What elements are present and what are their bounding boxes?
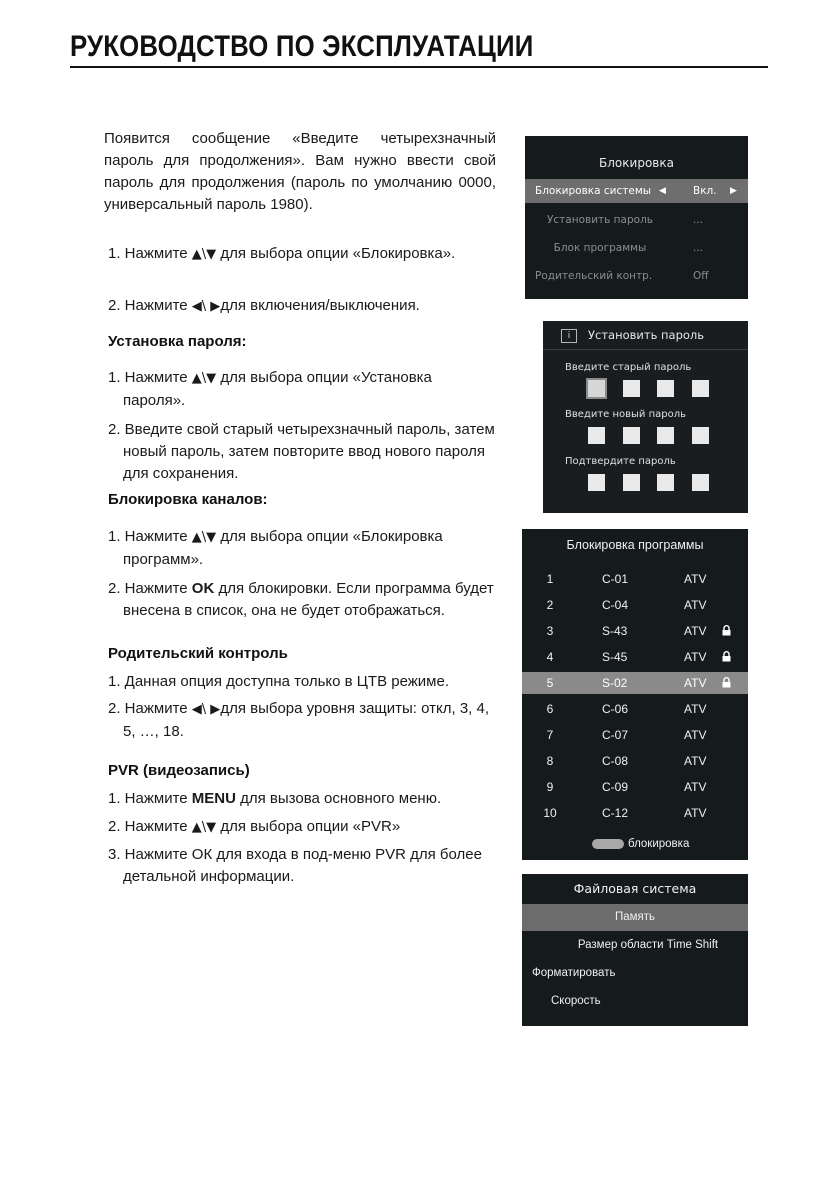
program-channel: C-04 [602,598,629,612]
pvr-step-2: 2. Нажмите ▲\▼ для выбора опции «PVR» [108,818,401,835]
pvr-step-1: 1. Нажмите MENU для вызова основного меню. [108,790,442,807]
password-step-1: 1. Нажмите ▲\▼ для выбора опции «Установка пароля». [108,369,432,409]
lock-menu-row-system[interactable]: Блокировка системы ◀ Вкл. ▶ [525,179,748,203]
program-type: ATV [684,754,707,768]
program-row[interactable] [522,672,748,694]
legend-swatch [592,839,624,849]
new-pin-box[interactable] [657,427,674,444]
file-system-screen [522,874,748,1026]
password-step-2: 2. Введите свой старый четырехзначный пароль, затем новый пароль, затем повторите ввод нового пароля для сохранения. [108,421,495,482]
page-title: РУКОВОДСТВО ПО ЭКСПЛУАТАЦИИ [70,30,534,63]
arrow-right-icon[interactable]: ▶ [730,186,737,196]
program-number: 1 [546,572,554,586]
program-channel: C-06 [602,702,629,716]
parental-heading: Родительский контроль [108,645,288,662]
fs-row-speed[interactable]: Скорость [551,995,601,1007]
old-pin-box[interactable] [588,380,605,397]
confirm-pin-box[interactable] [692,474,709,491]
file-system-title: Файловая система [573,881,697,896]
new-pin-box[interactable] [692,427,709,444]
program-type: ATV [684,780,707,794]
program-number: 10 [543,806,557,820]
fs-row-format[interactable]: Форматировать [532,967,616,979]
program-type: ATV [684,572,707,586]
info-icon: i [561,329,577,343]
program-channel: S-43 [602,624,628,638]
program-number: 4 [546,650,554,664]
new-password-label: Введите новый пароль [565,409,687,420]
pvr-step-3: 3. Нажмите ОК для входа в под-меню PVR для более детальной информации. [108,846,482,885]
program-channel: C-01 [602,572,629,586]
lock-icon [722,651,731,662]
fs-row-memory[interactable]: Память [522,904,748,931]
lock-menu-row-program[interactable]: Блок программы ... [553,242,704,254]
lock-icon [722,677,731,688]
arrow-left-icon[interactable]: ◀ [659,186,666,196]
set-password-screen [543,321,748,513]
program-channel: C-12 [602,806,629,820]
program-row[interactable] [522,568,748,590]
confirm-pin-box[interactable] [657,474,674,491]
old-pin-box[interactable] [692,380,709,397]
lock-step-1: 1. Нажмите ▲\▼ для выбора опции «Блокировка». [108,245,456,262]
channel-lock-step-1: 1. Нажмите ▲\▼ для выбора опции «Блокировка программ». [108,528,443,568]
program-lock-screen [522,529,748,860]
program-channel: C-08 [602,754,629,768]
new-pin-box[interactable] [623,427,640,444]
pvr-heading: PVR (видеозапись) [108,762,250,779]
channel-lock-step-2: 2. Нажмите OK для блокировки. Если программа будет внесена в список, она не будет отображаться. [108,580,494,619]
program-type: ATV [684,702,707,716]
program-row[interactable] [522,620,748,642]
lock-menu-row-parental[interactable]: Родительский контр. Off [535,270,709,282]
confirm-password-label: Подтвердите пароль [565,456,676,467]
program-row[interactable] [522,698,748,720]
intro-paragraph: Появится сообщение «Введите четырехзначный пароль для продолжения». Вам нужно ввести свой пароль для продолжения (пароль по умолчанию 0000, универсальный пароль 1980). [104,130,496,213]
program-channel: C-07 [602,728,629,742]
parental-step-1: 1. Данная опция доступна только в ЦТВ режиме. [108,673,449,690]
program-row[interactable] [522,776,748,798]
program-number: 9 [546,780,554,794]
channel-lock-heading: Блокировка каналов: [108,491,268,508]
program-channel: C-09 [602,780,629,794]
confirm-pin-box[interactable] [623,474,640,491]
old-password-label: Введите старый пароль [565,362,692,373]
header-rule [70,66,768,68]
old-pin-box[interactable] [657,380,674,397]
program-row[interactable] [522,594,748,616]
fs-row-timeshift[interactable]: Размер области Time Shift [577,939,719,951]
program-type: ATV [684,728,707,742]
lock-legend: блокировка [592,838,689,850]
new-pin-box[interactable] [588,427,605,444]
lock-icon [722,625,731,636]
program-number: 7 [546,728,554,742]
program-type: ATV [684,650,707,664]
parental-step-2: 2. Нажмите ◀\ ▶для выбора уровня защиты: откл, 3, 4, 5, …, 18. [108,700,490,740]
program-type: ATV [684,598,707,612]
program-row[interactable] [522,802,748,824]
lock-menu-title: Блокировка [599,156,674,170]
program-type: ATV [684,676,707,690]
confirm-pin-box[interactable] [588,474,605,491]
program-channel: S-45 [602,650,628,664]
program-channel: S-02 [602,676,628,690]
program-row[interactable] [522,724,748,746]
program-row[interactable] [522,750,748,772]
password-heading: Установка пароля: [108,333,247,350]
password-screen-topbar [543,321,748,350]
lock-menu-row-password[interactable]: Установить пароль ... [547,214,704,226]
lock-menu-screen [525,136,748,299]
password-screen-title: Установить пароль [588,328,705,342]
program-number: 8 [546,754,554,768]
program-lock-title: Блокировка программы [566,538,704,552]
program-row[interactable] [522,646,748,668]
program-number: 6 [546,702,554,716]
program-number: 3 [546,624,554,638]
lock-step-2: 2. Нажмите ◀\ ▶для включения/выключения. [108,297,420,314]
program-number: 2 [546,598,554,612]
old-pin-box[interactable] [623,380,640,397]
program-type: ATV [684,806,707,820]
program-number: 5 [546,676,554,690]
program-type: ATV [684,624,707,638]
